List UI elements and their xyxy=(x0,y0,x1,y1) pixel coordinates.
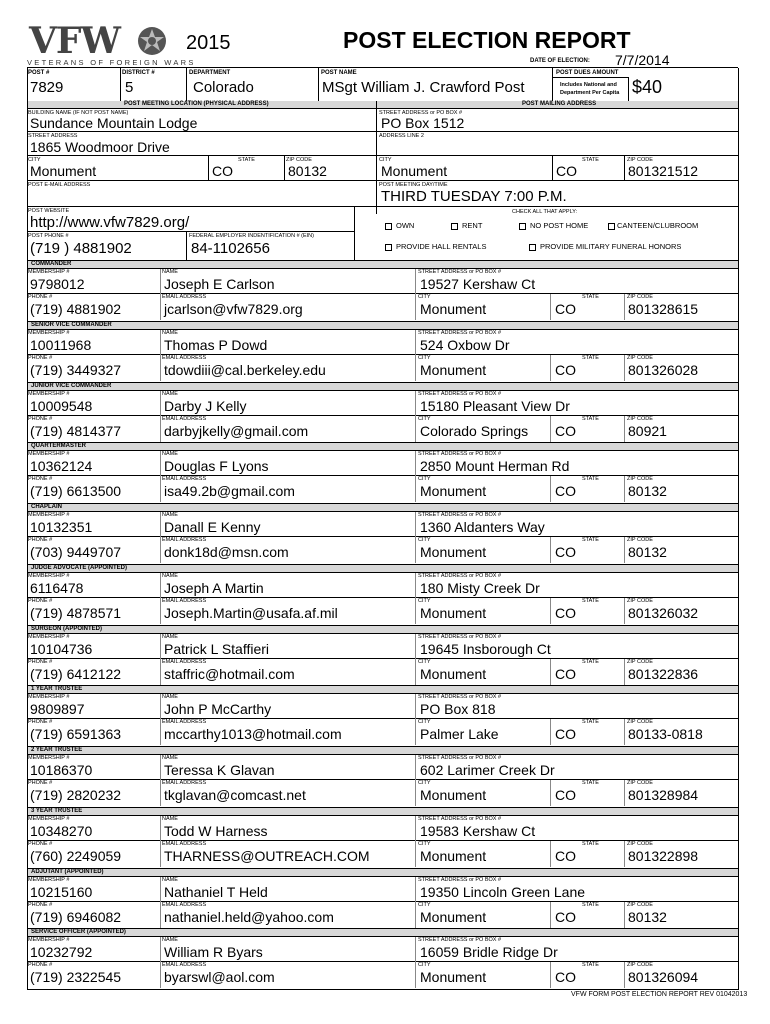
officer-membership[interactable]: 10232792 xyxy=(30,944,93,961)
officer-title: JUNIOR VICE COMMANDER xyxy=(31,382,112,389)
officer-state[interactable]: CO xyxy=(555,847,576,864)
officer-street[interactable]: 19583 Kershaw Ct xyxy=(420,822,536,839)
officer-title: CHAPLAIN xyxy=(31,504,62,510)
officer-email[interactable]: staffric@hotmail.com xyxy=(164,665,295,682)
email-label: EMAIL ADDRESS xyxy=(162,294,207,300)
state-label: STATE xyxy=(582,354,599,361)
form-footer: VFW FORM POST ELECTION REPORT REV 01042013 xyxy=(571,991,748,998)
officer-street[interactable]: 524 Oxbow Dr xyxy=(420,336,510,353)
building-name-label: BUILDING NAME (IF NOT POST NAME) xyxy=(28,110,129,116)
street-label: STREET ADDRESS or PO BOX # xyxy=(418,269,502,275)
officer-title: 1 YEAR TRUSTEE xyxy=(31,686,83,693)
membership-label: MEMBERSHIP # xyxy=(28,876,70,883)
officer-state[interactable]: CO xyxy=(555,726,576,743)
mail-street-label: STREET ADDRESS or PO BOX # xyxy=(379,110,463,116)
email-label: EMAIL ADDRESS xyxy=(162,597,207,604)
meeting-city[interactable]: Monument xyxy=(30,163,97,179)
officer-membership[interactable]: 10348270 xyxy=(30,822,93,839)
officer-city[interactable]: Colorado Springs xyxy=(420,422,529,439)
email-label: EMAIL ADDRESS xyxy=(162,658,207,665)
name-label: NAME xyxy=(162,390,178,397)
post-name-label: POST NAME xyxy=(321,70,357,76)
officer-city[interactable]: Monument xyxy=(420,847,487,864)
address-line2-label: ADDRESS LINE 2 xyxy=(379,133,424,139)
logo-text: VFW xyxy=(29,20,120,62)
name-label: NAME xyxy=(162,269,178,275)
officer-state[interactable]: CO xyxy=(555,361,576,378)
checkbox-icon[interactable] xyxy=(608,223,615,230)
officer-street[interactable]: PO Box 818 xyxy=(420,701,496,718)
street-label: STREET ADDRESS or PO BOX # xyxy=(418,329,502,336)
officer-heading-band xyxy=(27,260,738,269)
street-label: STREET ADDRESS or PO BOX # xyxy=(418,390,502,397)
officer-phone[interactable]: (719) 3449327 xyxy=(30,361,122,378)
officer-phone[interactable]: (719) 6591363 xyxy=(30,726,122,743)
name-label: NAME xyxy=(162,329,178,336)
officer-zip[interactable]: 80133-0818 xyxy=(628,726,703,743)
mailing-address-heading: POST MAILING ADDRESS xyxy=(522,101,597,107)
phone-label: PHONE # xyxy=(28,294,53,300)
officer-email[interactable]: jcarlson@vfw7829.org xyxy=(164,301,303,317)
phone-label: PHONE # xyxy=(28,476,53,483)
officer-zip[interactable]: 80921 xyxy=(628,422,667,439)
officer-name[interactable]: Nathaniel T Held xyxy=(164,883,268,900)
email-label: EMAIL ADDRESS xyxy=(162,415,207,422)
officer-title: SENIOR VICE COMMANDER xyxy=(31,321,112,328)
officer-membership[interactable]: 10132351 xyxy=(30,519,93,535)
post-dues-label: POST DUES AMOUNT xyxy=(556,70,619,76)
officer-city[interactable]: Monument xyxy=(420,301,487,317)
phone-label: PHONE # xyxy=(28,537,53,543)
officer-name[interactable]: John P McCarthy xyxy=(164,701,272,718)
check-all-label: CHECK ALL THAT APPLY: xyxy=(512,209,578,215)
name-label: NAME xyxy=(162,512,178,518)
state-label: STATE xyxy=(582,962,599,969)
zip-label: ZIP CODE xyxy=(627,658,653,665)
vfw-emblem-icon xyxy=(137,26,167,56)
street-label: STREET ADDRESS or PO BOX # xyxy=(418,937,502,944)
mail-city-label: CITY xyxy=(379,157,392,163)
name-label: NAME xyxy=(162,451,178,458)
checkbox-icon[interactable] xyxy=(451,223,458,230)
officer-name[interactable]: Teressa K Glavan xyxy=(164,762,275,778)
post-email-label: POST E-MAIL ADDRESS xyxy=(28,182,91,188)
mail-state-label: STATE xyxy=(582,157,599,163)
state-label: STATE xyxy=(582,476,599,483)
option-own[interactable] xyxy=(385,221,414,231)
officer-name[interactable]: Darby J Kelly xyxy=(164,397,247,414)
officer-city[interactable]: Monument xyxy=(420,969,487,986)
state-label: STATE xyxy=(582,294,599,300)
officer-heading-band xyxy=(27,807,738,816)
officer-zip[interactable]: 80132 xyxy=(628,908,667,925)
city-label: CITY xyxy=(418,901,431,908)
street-label: STREET ADDRESS or PO BOX # xyxy=(418,815,502,822)
email-label: EMAIL ADDRESS xyxy=(162,840,207,847)
city-label: CITY xyxy=(418,354,431,361)
officer-phone[interactable]: (719) 4881902 xyxy=(30,301,122,317)
officer-street[interactable]: 602 Larimer Creek Dr xyxy=(420,762,555,778)
officer-zip[interactable]: 801322898 xyxy=(628,847,699,864)
date-label: DATE OF ELECTION: xyxy=(530,58,590,64)
ein-label: FEDERAL EMPLOYER INDENTIFICATION # (EIN) xyxy=(189,233,314,239)
post-phone[interactable]: (719 ) 4881902 xyxy=(30,240,132,257)
officer-email[interactable]: Joseph.Martin@usafa.af.mil xyxy=(164,604,338,621)
mail-zip-label: ZIP CODE xyxy=(627,157,653,163)
membership-label: MEMBERSHIP # xyxy=(28,694,70,701)
meeting-daytime[interactable]: THIRD TUESDAY 7:00 P.M. xyxy=(381,188,567,205)
officer-street[interactable]: 2850 Mount Herman Rd xyxy=(420,458,570,475)
officer-street[interactable]: 19350 Lincoln Green Lane xyxy=(420,883,586,900)
officer-name[interactable]: Joseph E Carlson xyxy=(164,276,275,292)
street-label: STREET ADDRESS or PO BOX # xyxy=(418,755,502,761)
checkbox-icon[interactable] xyxy=(385,223,392,230)
zip-label: ZIP CODE xyxy=(627,476,653,483)
city-label: CITY xyxy=(418,294,431,300)
membership-label: MEMBERSHIP # xyxy=(28,755,70,761)
city-label: CITY xyxy=(418,962,431,969)
officer-membership[interactable]: 10362124 xyxy=(30,458,93,475)
officer-email[interactable]: mccarthy1013@hotmail.com xyxy=(164,726,342,743)
checkbox-icon[interactable] xyxy=(385,244,392,251)
city-label: CITY xyxy=(418,537,431,543)
post-number[interactable]: 7829 xyxy=(30,79,64,96)
website-label: POST WEBSITE xyxy=(28,208,70,214)
officer-state[interactable]: CO xyxy=(555,422,576,439)
officer-membership[interactable]: 10215160 xyxy=(30,883,93,900)
phone-label: PHONE # xyxy=(28,597,53,604)
phone-label: PHONE # xyxy=(28,780,53,786)
officer-zip[interactable]: 80132 xyxy=(628,544,667,560)
officer-title: JUDGE ADVOCATE (APPOINTED) xyxy=(31,564,128,571)
membership-label: MEMBERSHIP # xyxy=(28,329,70,336)
checkbox-icon[interactable] xyxy=(529,244,536,251)
officer-title: COMMANDER xyxy=(31,261,72,267)
officer-street[interactable]: 19527 Kershaw Ct xyxy=(420,276,536,292)
email-label: EMAIL ADDRESS xyxy=(162,537,207,543)
officer-name[interactable]: Danall E Kenny xyxy=(164,519,261,535)
option-canteen[interactable] xyxy=(608,221,698,231)
officer-zip[interactable]: 80132 xyxy=(628,483,667,500)
officer-heading-band xyxy=(27,868,738,877)
zip-label: ZIP CODE xyxy=(627,962,653,969)
officer-name[interactable]: William R Byars xyxy=(164,944,263,961)
department-label: DEPARTMENT xyxy=(189,70,231,76)
name-label: NAME xyxy=(162,815,178,822)
membership-label: MEMBERSHIP # xyxy=(28,512,70,518)
city-label: CITY xyxy=(418,658,431,665)
street-label: STREET ADDRESS or PO BOX # xyxy=(418,694,502,701)
officer-membership[interactable]: 10104736 xyxy=(30,640,93,657)
officer-heading-band xyxy=(27,503,738,512)
option-canteen-label: CANTEEN/CLUBROOM xyxy=(617,221,699,230)
officer-state[interactable]: CO xyxy=(555,787,576,803)
dues-amount[interactable]: $40 xyxy=(632,77,663,97)
zip-label: ZIP CODE xyxy=(627,415,653,422)
city-label: CITY xyxy=(28,157,41,163)
meeting-street[interactable]: 1865 Woodmoor Drive xyxy=(30,139,170,155)
post-name[interactable]: MSgt William J. Crawford Post xyxy=(322,79,525,96)
officer-title: SERVICE OFFICER (APPOINTED) xyxy=(31,929,126,936)
officer-name[interactable]: Thomas P Dowd xyxy=(164,336,268,353)
officer-title: 2 YEAR TRUSTEE xyxy=(31,747,83,753)
officer-heading-band xyxy=(27,321,738,330)
name-label: NAME xyxy=(162,937,178,944)
dues-note-1: Includes National and xyxy=(560,82,617,88)
officer-city[interactable]: Monument xyxy=(420,665,487,682)
option-funeral-honors[interactable] xyxy=(529,242,681,252)
name-label: NAME xyxy=(162,755,178,761)
officer-street[interactable]: 1360 Aldanters Way xyxy=(420,519,545,535)
phone-label: PHONE # xyxy=(28,658,53,665)
officer-state[interactable]: CO xyxy=(555,908,576,925)
post-website[interactable]: http://www.vfw7829.org/ xyxy=(30,214,190,231)
officer-title: SURGEON (APPOINTED) xyxy=(31,625,103,632)
zip-label: ZIP CODE xyxy=(286,157,312,163)
city-label: CITY xyxy=(418,780,431,786)
name-label: NAME xyxy=(162,572,178,579)
street-label: STREET ADDRESS or PO BOX # xyxy=(418,512,502,518)
phone-label: PHONE # xyxy=(28,840,53,847)
membership-label: MEMBERSHIP # xyxy=(28,451,70,458)
state-label: STATE xyxy=(238,157,255,163)
name-label: NAME xyxy=(162,633,178,640)
officer-state[interactable]: CO xyxy=(555,483,576,500)
officer-phone[interactable]: (760) 2249059 xyxy=(30,847,122,864)
officer-city[interactable]: Monument xyxy=(420,787,487,803)
city-label: CITY xyxy=(418,597,431,604)
membership-label: MEMBERSHIP # xyxy=(28,390,70,397)
zip-label: ZIP CODE xyxy=(627,719,653,726)
officer-zip[interactable]: 801326028 xyxy=(628,361,699,378)
email-label: EMAIL ADDRESS xyxy=(162,962,207,969)
membership-label: MEMBERSHIP # xyxy=(28,815,70,822)
meeting-location-heading: POST MEETING LOCATION (PHYSICAL ADDRESS) xyxy=(124,101,269,107)
state-label: STATE xyxy=(582,901,599,908)
officer-state[interactable]: CO xyxy=(555,665,576,682)
officer-email[interactable]: nathaniel.held@yahoo.com xyxy=(164,908,334,925)
district-label: DISTRICT # xyxy=(122,70,155,76)
officer-name[interactable]: Todd W Harness xyxy=(164,822,268,839)
officer-title: ADJUTANT (APPOINTED) xyxy=(31,868,104,875)
officer-email[interactable]: tkglavan@comcast.net xyxy=(164,787,306,803)
city-label: CITY xyxy=(418,476,431,483)
officer-phone[interactable]: (719) 2820232 xyxy=(30,787,122,803)
street-address-label: STREET ADDRESS xyxy=(28,133,78,139)
zip-label: ZIP CODE xyxy=(627,780,653,786)
officer-zip[interactable]: 801326094 xyxy=(628,969,699,986)
email-label: EMAIL ADDRESS xyxy=(162,354,207,361)
date-of-election[interactable]: 7/7/2014 xyxy=(615,52,670,68)
officer-name[interactable]: Joseph A Martin xyxy=(164,579,264,596)
option-hall-rentals[interactable] xyxy=(385,242,486,252)
officer-street[interactable]: 19645 Insborough Ct xyxy=(420,640,551,657)
city-label: CITY xyxy=(418,719,431,726)
officer-membership[interactable]: 6116478 xyxy=(30,579,84,596)
checkbox-icon[interactable] xyxy=(519,223,526,230)
zip-label: ZIP CODE xyxy=(627,294,653,300)
state-label: STATE xyxy=(582,415,599,422)
street-label: STREET ADDRESS or PO BOX # xyxy=(418,451,502,458)
membership-label: MEMBERSHIP # xyxy=(28,572,70,579)
zip-label: ZIP CODE xyxy=(627,537,653,543)
officer-email[interactable]: isa49.2b@gmail.com xyxy=(164,483,295,500)
officer-zip[interactable]: 801328984 xyxy=(628,787,699,803)
officer-street[interactable]: 16059 Bridle Ridge Dr xyxy=(420,944,558,961)
officer-email[interactable]: donk18d@msn.com xyxy=(164,544,289,560)
state-label: STATE xyxy=(582,719,599,726)
officer-title: QUARTERMASTER xyxy=(31,443,86,450)
report-year: 2015 xyxy=(186,32,231,54)
officer-state[interactable]: CO xyxy=(555,544,576,560)
officer-title: 3 YEAR TRUSTEE xyxy=(31,807,83,814)
phone-label: PHONE # xyxy=(28,901,53,908)
department-value[interactable]: Colorado xyxy=(193,79,254,96)
zip-label: ZIP CODE xyxy=(627,840,653,847)
state-label: STATE xyxy=(582,597,599,604)
state-label: STATE xyxy=(582,658,599,665)
officer-city[interactable]: Palmer Lake xyxy=(420,726,499,743)
officer-phone[interactable]: (719) 6412122 xyxy=(30,665,122,682)
option-rent-label: RENT xyxy=(462,221,483,230)
officer-membership[interactable]: 10009548 xyxy=(30,397,93,414)
officer-membership[interactable]: 9798012 xyxy=(30,276,85,292)
officer-email[interactable]: THARNESS@OUTREACH.COM xyxy=(164,847,370,864)
mail-state[interactable]: CO xyxy=(556,163,577,179)
post-phone-label: POST PHONE # xyxy=(28,233,69,239)
email-label: EMAIL ADDRESS xyxy=(162,780,207,786)
street-label: STREET ADDRESS or PO BOX # xyxy=(418,572,502,579)
phone-label: PHONE # xyxy=(28,962,53,969)
email-label: EMAIL ADDRESS xyxy=(162,901,207,908)
name-label: NAME xyxy=(162,694,178,701)
city-label: CITY xyxy=(418,840,431,847)
officer-city[interactable]: Monument xyxy=(420,544,487,560)
officer-heading-band xyxy=(27,928,738,937)
officer-phone[interactable]: (719) 4878571 xyxy=(30,604,122,621)
mail-zip[interactable]: 801321512 xyxy=(628,163,699,179)
officer-phone[interactable]: (719) 6613500 xyxy=(30,483,122,500)
state-label: STATE xyxy=(582,780,599,786)
officer-name[interactable]: Douglas F Lyons xyxy=(164,458,269,475)
vfw-logo xyxy=(27,20,196,68)
email-label: EMAIL ADDRESS xyxy=(162,719,207,726)
ein-value[interactable]: 84-1102656 xyxy=(191,240,270,257)
option-no-post-home-label: NO POST HOME xyxy=(530,221,589,230)
membership-label: MEMBERSHIP # xyxy=(28,269,70,275)
officer-street[interactable]: 180 Misty Creek Dr xyxy=(420,579,540,596)
officer-phone[interactable]: (703) 9449707 xyxy=(30,544,122,560)
officer-city[interactable]: Monument xyxy=(420,604,487,621)
officer-heading-band xyxy=(27,625,738,634)
officer-city[interactable]: Monument xyxy=(420,361,487,378)
state-label: STATE xyxy=(582,840,599,847)
option-no-post-home[interactable] xyxy=(519,221,588,231)
city-label: CITY xyxy=(418,415,431,422)
logo-subtitle: VETERANS OF FOREIGN WARS xyxy=(27,58,196,67)
option-own-label: OWN xyxy=(396,221,415,230)
officer-zip[interactable]: 801328615 xyxy=(628,301,699,317)
membership-label: MEMBERSHIP # xyxy=(28,633,70,640)
name-label: NAME xyxy=(162,876,178,883)
officer-name[interactable]: Patrick L Staffieri xyxy=(164,640,270,657)
option-funeral-honors-label: PROVIDE MILITARY FUNERAL HONORS xyxy=(540,242,682,251)
officer-phone[interactable]: (719) 4814377 xyxy=(30,422,122,439)
officer-state[interactable]: CO xyxy=(555,604,576,621)
officer-heading-band xyxy=(27,685,738,694)
mail-street[interactable]: PO Box 1512 xyxy=(381,115,465,131)
officer-membership[interactable]: 10186370 xyxy=(30,762,93,778)
phone-label: PHONE # xyxy=(28,415,53,422)
membership-label: MEMBERSHIP # xyxy=(28,937,70,944)
officer-zip[interactable]: 801322836 xyxy=(628,665,699,682)
zip-label: ZIP CODE xyxy=(627,597,653,604)
street-label: STREET ADDRESS or PO BOX # xyxy=(418,876,502,883)
officer-email[interactable]: byarswl@aol.com xyxy=(164,969,275,986)
dues-note-2: Department Per Capita xyxy=(560,90,620,96)
option-rent[interactable] xyxy=(451,221,482,231)
district-number[interactable]: 5 xyxy=(125,79,134,96)
meeting-zip[interactable]: 80132 xyxy=(288,163,327,179)
officer-phone[interactable]: (719) 2322545 xyxy=(30,969,122,986)
officer-state[interactable]: CO xyxy=(555,969,576,986)
officer-phone[interactable]: (719) 6946082 xyxy=(30,908,122,925)
state-label: STATE xyxy=(582,537,599,543)
officer-city[interactable]: Monument xyxy=(420,483,487,500)
officer-state[interactable]: CO xyxy=(555,301,576,317)
officer-membership[interactable]: 10011968 xyxy=(30,336,92,353)
officer-membership[interactable]: 9809897 xyxy=(30,701,85,718)
officer-heading-band xyxy=(27,382,738,391)
officer-city[interactable]: Monument xyxy=(420,908,487,925)
email-label: EMAIL ADDRESS xyxy=(162,476,207,483)
zip-label: ZIP CODE xyxy=(627,901,653,908)
page-title: POST ELECTION REPORT xyxy=(343,27,631,53)
post-number-label: POST # xyxy=(28,70,50,76)
officer-zip[interactable]: 801326032 xyxy=(628,604,699,621)
mail-city[interactable]: Monument xyxy=(381,163,448,179)
building-name[interactable]: Sundance Mountain Lodge xyxy=(30,115,198,131)
meeting-state[interactable]: CO xyxy=(212,163,233,179)
officer-heading-band xyxy=(27,442,738,451)
phone-label: PHONE # xyxy=(28,719,53,726)
street-label: STREET ADDRESS or PO BOX # xyxy=(418,633,502,640)
phone-label: PHONE # xyxy=(28,354,53,361)
officer-email[interactable]: tdowdiii@cal.berkeley.edu xyxy=(164,361,326,378)
officer-heading-band xyxy=(27,746,738,755)
meeting-daytime-label: POST MEETING DAY/TIME xyxy=(379,182,448,188)
option-hall-rentals-label: PROVIDE HALL RENTALS xyxy=(396,242,487,251)
officer-street[interactable]: 15180 Pleasant View Dr xyxy=(420,397,570,414)
officer-email[interactable]: darbyjkelly@gmail.com xyxy=(164,422,309,439)
officer-heading-band xyxy=(27,564,738,573)
zip-label: ZIP CODE xyxy=(627,354,653,361)
